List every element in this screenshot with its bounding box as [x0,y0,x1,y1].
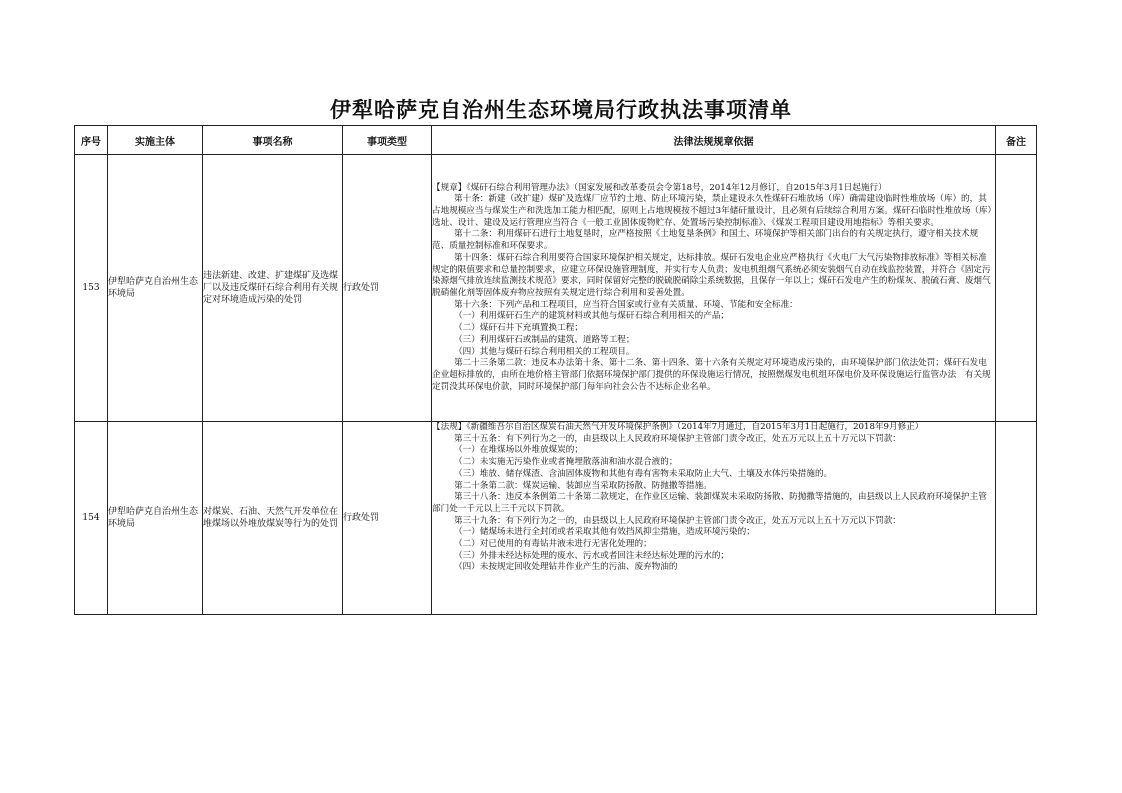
header-item-name: 事项名称 [203,126,343,155]
basis-paragraph: 第二十条第二款：煤炭运输、装卸应当采取防扬散、防抛撒等措施。 [454,480,712,491]
basis-paragraph: 第十条：新建（改扩建）煤矿及选煤厂应节约土地、防止环境污染，禁止建设永久性煤矸石堆放场（库）确需建设临时性堆放场（库）的，其占地规模应当与煤炭生产和洗选加工能力相匹配，原则上占地规模按不超过3年储矸量设计，且必须有后续综合利用方案。煤矸石临时性堆放场（库）选址、设计、建设及运行管理应当符合《一般工业固体废物贮存、处置场污染控制标准》、《煤炭工程项目建设用地指标》等相关要求。 [432,194,992,228]
row-subject: 伊犁哈萨克自治州生态环境局 [108,422,203,615]
basis-paragraph: （一）储煤场未进行全封闭或者采取其他有效挡风抑尘措施，造成环境污染的； [454,527,755,538]
basis-paragraph: 第三十八条：违反本条例第二十条第二款规定，在作业区运输、装卸煤炭未采取防扬散、防抛撒等措施的，由县级以上人民政府环境保护主管部门处一千元以上三千元以下罚款。 [432,492,987,514]
enforcement-table [74,125,1037,615]
basis-clip [432,422,995,614]
basis-paragraph: 第二十三条第二款：违反本办法第十条、第十二条、第十四条、第十六条有关规定对环境造成污染的，由环境保护部门依法处罚；煤矸石发电企业超标排放的，由所在地价格主管部门依据环境保护部门提供的环保设施运行情况，按照燃煤发电机组环保电价及环保设施运行监管办法 有关规定罚没其环保电价款，同时环境保护部门每年向社会公告不达标企业名单。 [432,358,991,392]
basis-paragraph: 【法规】《新疆维吾尔自治区煤炭石油天然气开发环境保护条例》（2014年7月通过，自2015年3月1日起施行，2018年9月修正） [432,422,924,432]
row-seq: 153 [75,155,108,422]
row-item-type: 行政处罚 [343,422,432,615]
basis-paragraph: 第十四条：煤矸石综合利用要符合国家环境保护相关规定，达标排放。煤矸石发电企业应严格执行《火电厂大气污染物排放标准》等相关标准规定的限值要求和总量控制要求，应建立环保设施管理制度，并实行专人负责；发电机组烟气系统必须安装烟气自动在线监控装置，并符合《固定污染源烟气排放连续监测技术规范》要求，同时保留好完整的脱硫脱硝除尘系统数据，且保存一年以上；煤矸石发电产生的粉煤灰、脱硫石膏、废烟气脱硝催化剂等固体废弃物应按照有关规定进行综合利用和妥善处置。 [432,252,991,298]
header-item-type: 事项类型 [343,126,432,155]
basis-paragraph: （二）未实施无污染作业或者掩埋散落油和油水混合液的； [454,457,678,468]
row-remark [996,155,1037,422]
basis-paragraph: （二）对已使用的有毒钻井液未进行无害化处理的； [454,539,652,550]
row-basis [432,155,996,422]
basis-paragraph: （四）其他与煤矸石综合利用相关的工程项目。 [454,346,635,357]
header-remark: 备注 [996,126,1037,155]
row-item-name: 对煤炭、石油、天然气开发单位在堆煤场以外堆放煤炭等行为的处罚 [203,422,343,615]
basis-paragraph: 【规章】《煤矸石综合利用管理办法》（国家发展和改革委员会令第18号，2014年12月修订，自2015年3月1日起施行） [432,182,887,193]
row-basis [432,422,996,615]
basis-paragraph: （一）在堆煤场以外堆放煤炭的； [454,445,583,456]
basis-paragraph: （一）利用煤矸石生产的建筑材料或其他与煤矸石综合利用相关的产品； [454,311,730,322]
basis-paragraph: （四）未按规定回收处理钻井作业产生的污油、废弃物油的 [454,562,678,573]
table-header-row [75,126,1037,155]
header-seq: 序号 [75,126,108,155]
basis-paragraph: 第十二条：利用煤矸石进行土地复垦时，应严格按照《土地复垦条例》和国土、环境保护等相关部门出台的有关规定执行，遵守相关技术规范、质量控制标准和环保要求。 [432,229,979,252]
page-title: 伊犁哈萨克自治州生态环境局行政执法事项清单 [330,97,792,122]
basis-paragraph: （三）堆放、储存煤渣、含油固体废物和其他有毒有害物未采取防止大气、土壤及水体污染措施的。 [454,468,833,479]
basis-paragraph: （三）利用煤矸石或制品的建筑、道路等工程； [454,334,635,345]
basis-paragraph: 第十六条：下列产品和工程项目，应当符合国家或行业有关质量、环境、节能和安全标准： [454,299,798,310]
basis-paragraph: 第三十九条：有下列行为之一的，由县级以上人民政府环境保护主管部门责令改正，处五万元以上五十万元以下罚款： [454,515,901,526]
basis-paragraph: 第三十五条：有下列行为之一的，由县级以上人民政府环境保护主管部门责令改正，处五万元以上五十万元以下罚款： [454,433,901,444]
row-remark [996,422,1037,615]
basis-paragraph: （三）外排未经达标处理的废水、污水或者回注未经达标处理的污水的； [454,550,730,561]
row-item-type: 行政处罚 [343,155,432,422]
table-row [75,155,1037,422]
row-item-name: 违法新建、改建、扩建煤矿及选煤厂以及违反煤矸石综合利用有关规定对环境造成污染的处罚 [203,155,343,422]
row-subject: 伊犁哈萨克自治州生态环境局 [108,155,203,422]
header-basis: 法律法规规章依据 [432,126,996,155]
row-seq: 154 [75,422,108,615]
header-subject: 实施主体 [108,126,203,155]
basis-paragraph: （二）煤矸石井下充填置换工程； [454,323,583,334]
table-row [75,422,1037,615]
